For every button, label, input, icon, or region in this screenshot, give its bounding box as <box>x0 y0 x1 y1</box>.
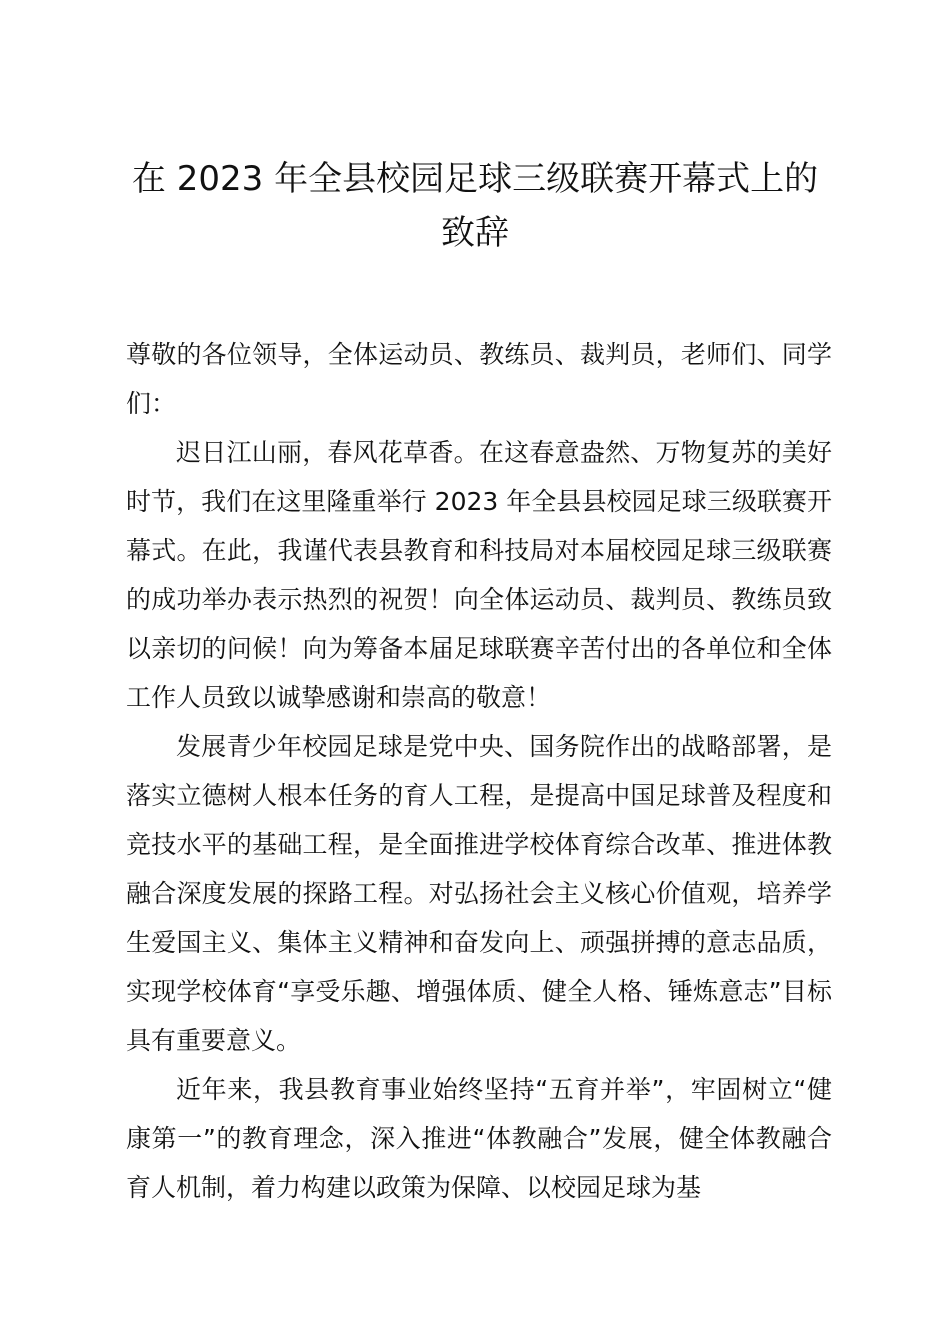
document-title: 在 2023 年全县校园足球三级联赛开幕式上的致辞 <box>131 159 819 253</box>
paragraph-significance: 发展青少年校园足球是党中央、国务院作出的战略部署，是落实立德树人根本任务的育人工程，是提高中国足球普及程度和竞技水平的基础工程，是全面推进学校体育综合改革、推进体教融合深度发展的探路工程。对弘扬社会主义核心价值观，培养学生爱国主义、集体主义精神和奋发向上、顽强拼搏的意志品质，实现学校体育“享受乐趣、增强体质、健全人格、锤炼意志”目标具有重要意义。 <box>126 732 832 1055</box>
document-body <box>126 330 832 1212</box>
paragraph-opening: 迟日江山丽，春风花草香。在这春意盎然、万物复苏的美好时节，我们在这里隆重举行 2023 年全县县校园足球三级联赛开幕式。在此，我谨代表县教育和科技局对本届校园足球三级联赛的成功举办表示热烈的祝贺！向全体运动员、裁判员、教练员致以亲切的问候！向为筹备本届足球联赛辛苦付出的各单位和全体工作人员致以诚挚感谢和崇高的敬意！ <box>126 438 832 712</box>
paragraph-recent-years: 近年来，我县教育事业始终坚持“五育并举”，牢固树立“健康第一”的教育理念，深入推进“体教融合”发展，健全体教融合育人机制，着力构建以政策为保障、以校园足球为基 <box>126 1075 832 1202</box>
salutation: 尊敬的各位领导，全体运动员、教练员、裁判员，老师们、同学们： <box>126 340 832 418</box>
